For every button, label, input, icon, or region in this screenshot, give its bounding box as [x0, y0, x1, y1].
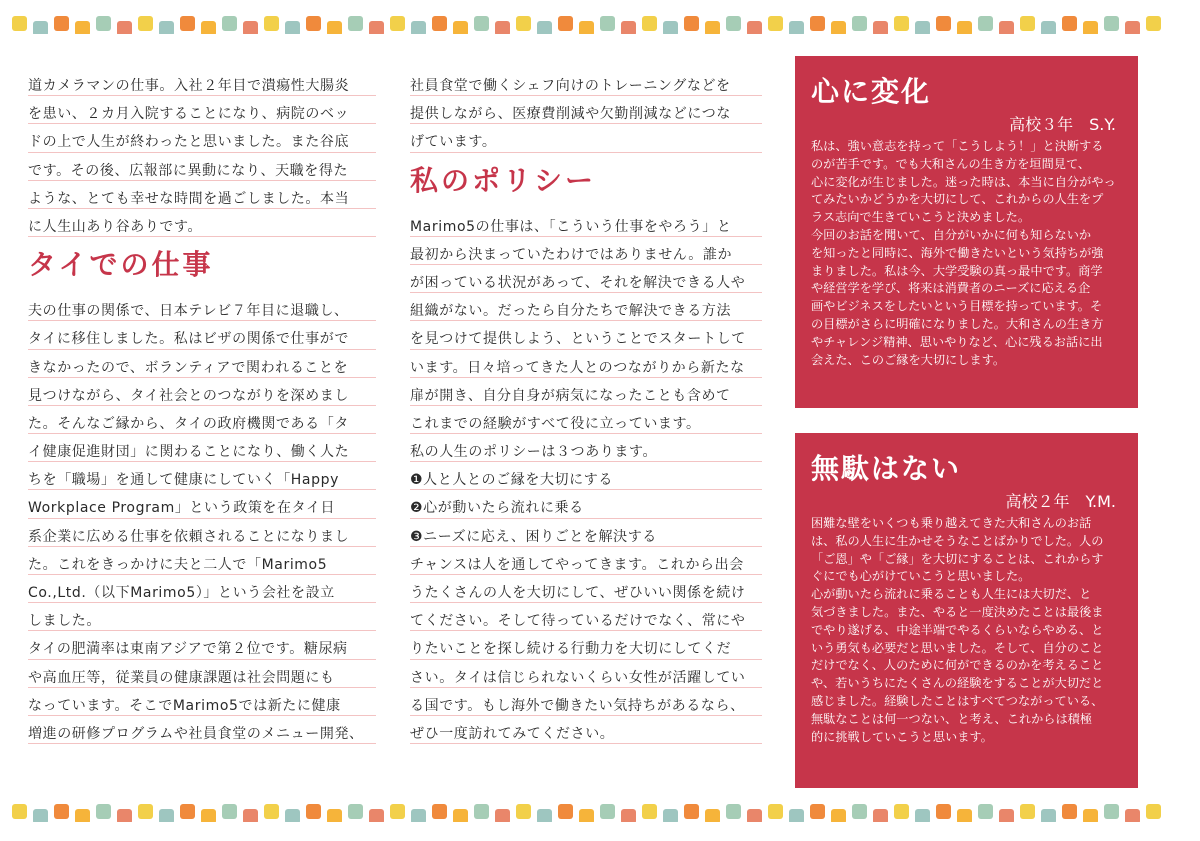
decorative-border-top — [12, 12, 1188, 34]
text-column-left — [28, 68, 376, 744]
text-line: 系企業に広める仕事を依頼されることになりまし — [28, 519, 376, 547]
border-tile — [789, 21, 804, 35]
border-tile — [957, 21, 972, 35]
student-comment-box-1 — [795, 56, 1138, 408]
comment-author: 高校２年 Y.M. — [1005, 492, 1116, 511]
border-tile — [516, 16, 531, 31]
text-line: 組織がない。だったら自分たちで解決できる方法 — [410, 293, 762, 321]
border-tile — [75, 809, 90, 823]
border-tile — [705, 809, 720, 823]
comment-title: 心に変化 — [811, 75, 932, 108]
decorative-border-bottom — [12, 800, 1188, 822]
border-tile — [957, 809, 972, 823]
text-line: 増進の研修プログラムや社員食堂のメニュー開発、 — [28, 716, 376, 744]
student-comment-box-2 — [795, 433, 1138, 788]
comment-body — [811, 515, 1129, 746]
comment-line: まりました。私は今、大学受験の真っ最中です。商学 — [811, 263, 1103, 278]
border-tile — [201, 809, 216, 823]
border-tile — [327, 21, 342, 35]
border-tile — [600, 16, 615, 31]
border-tile — [474, 804, 489, 819]
border-tile — [33, 809, 48, 823]
border-tile — [663, 21, 678, 35]
border-tile — [831, 21, 846, 35]
border-tile — [999, 809, 1014, 823]
border-tile — [579, 21, 594, 35]
text-line: 見つけながら、タイ社会とのつながりを深めまし — [28, 378, 376, 406]
comment-line: のが苦手です。でも大和さんの生き方を垣間見て、 — [811, 156, 1091, 171]
border-tile — [12, 804, 27, 819]
border-tile — [495, 21, 510, 35]
paragraph-policy — [410, 209, 762, 745]
text-line: ドの上で人生が終わったと思いました。また谷底 — [28, 124, 376, 152]
border-tile — [558, 16, 573, 31]
text-line: を患い、２カ月入院することになり、病院のベッ — [28, 96, 376, 124]
border-tile — [873, 809, 888, 823]
border-tile — [369, 21, 384, 35]
border-tile — [285, 809, 300, 823]
text-line: います。日々培ってきた人とのつながりから新たな — [410, 350, 762, 378]
border-tile — [432, 804, 447, 819]
border-tile — [75, 21, 90, 35]
text-column-middle — [410, 68, 762, 744]
text-line: チャンスは人を通してやってきます。これから出会 — [410, 547, 762, 575]
border-tile — [873, 21, 888, 35]
border-tile — [243, 21, 258, 35]
border-tile — [642, 804, 657, 819]
text-line: 社員食堂で働くシェフ向けのトレーニングなどを — [410, 68, 762, 96]
border-tile — [495, 809, 510, 823]
border-tile — [1125, 809, 1140, 823]
comment-line: 今回のお話を聞いて、自分がいかに何も知らないか — [811, 227, 1092, 242]
border-tile — [747, 21, 762, 35]
border-tile — [768, 804, 783, 819]
text-line: さい。タイは信じられないくらい女性が活躍してい — [410, 660, 762, 688]
border-tile — [180, 804, 195, 819]
border-tile — [474, 16, 489, 31]
border-tile — [138, 804, 153, 819]
border-tile — [810, 16, 825, 31]
border-tile — [936, 804, 951, 819]
border-tile — [222, 16, 237, 31]
border-tile — [54, 16, 69, 31]
comment-line: だけでなく、人のために何ができるのかを考えること — [811, 658, 1104, 673]
border-tile — [1041, 21, 1056, 35]
border-tile — [327, 809, 342, 823]
text-line: 最初から決まっていたわけではありません。誰か — [410, 237, 762, 265]
border-tile — [1146, 16, 1161, 31]
comment-line: や、若いうちにたくさんの経験をすることが大切だと — [811, 676, 1104, 691]
border-tile — [159, 21, 174, 35]
text-line: イ健康促進財団」に関わることになり、働く人た — [28, 434, 376, 462]
border-tile — [705, 21, 720, 35]
border-tile — [33, 21, 48, 35]
border-tile — [264, 16, 279, 31]
text-line: 道カメラマンの仕事。入社２年目で潰瘍性大腸炎 — [28, 68, 376, 96]
text-line: Co.,Ltd.（以下Marimo5）」という会社を設立 — [28, 575, 376, 603]
comment-title: 無駄はない — [811, 452, 962, 485]
text-line: Marimo5の仕事は、「こういう仕事をやろう」と — [410, 209, 762, 237]
text-line: 提供しながら、医療費削減や欠勤削減などにつな — [410, 96, 762, 124]
border-tile — [663, 809, 678, 823]
border-tile — [96, 16, 111, 31]
border-tile — [537, 21, 552, 35]
border-tile — [579, 809, 594, 823]
text-line: タイの肥満率は東南アジアで第２位です。糖尿病 — [28, 631, 376, 659]
border-tile — [789, 809, 804, 823]
text-line: た。これをきっかけに夫と二人で「Marimo5 — [28, 547, 376, 575]
border-tile — [894, 804, 909, 819]
border-tile — [1083, 21, 1098, 35]
text-line: を見つけて提供しよう、ということでスタートして — [410, 321, 762, 349]
border-tile — [852, 16, 867, 31]
border-tile — [432, 16, 447, 31]
comment-line: 感じました。経験したことはすべてつながっている、 — [811, 693, 1104, 708]
comment-line: やチャレンジ精神、思いやりなど、心に残るお話に出 — [811, 334, 1103, 349]
border-tile — [201, 21, 216, 35]
text-line: ぜひ一度訪れてみてください。 — [410, 716, 762, 744]
section-heading-work-in-thailand: タイでの仕事 — [28, 248, 214, 282]
border-tile — [1083, 809, 1098, 823]
text-line: げています。 — [410, 124, 762, 152]
text-line: た。そんなご縁から、タイの政府機関である「タ — [28, 406, 376, 434]
border-tile — [411, 809, 426, 823]
border-tile — [621, 809, 636, 823]
border-tile — [915, 809, 930, 823]
border-tile — [411, 21, 426, 35]
comment-line: を知ったと同時に、海外で働きたいという気持ちが強 — [811, 245, 1104, 260]
comment-line: の目標がさらに明確になりました。大和さんの生き方 — [811, 316, 1104, 331]
comment-body — [811, 138, 1129, 369]
border-tile — [726, 16, 741, 31]
border-tile — [453, 809, 468, 823]
border-tile — [978, 16, 993, 31]
comment-line: ラス志向で生きていこうと決めました。 — [811, 210, 1031, 225]
text-line: なっています。そこでMarimo5では新たに健康 — [28, 688, 376, 716]
border-tile — [684, 16, 699, 31]
comment-author: 高校３年 S.Y. — [1009, 115, 1116, 134]
border-tile — [243, 809, 258, 823]
border-tile — [390, 16, 405, 31]
border-tile — [1104, 16, 1119, 31]
border-tile — [516, 804, 531, 819]
border-tile — [936, 16, 951, 31]
border-tile — [222, 804, 237, 819]
text-line: これまでの経験がすべて役に立っています。 — [410, 406, 762, 434]
border-tile — [1125, 21, 1140, 35]
text-line: 私の人生のポリシーは３つあります。 — [410, 434, 762, 462]
border-tile — [117, 809, 132, 823]
comment-line: 画やビジネスをしたいという目標を持っています。そ — [811, 299, 1103, 314]
text-line: に人生山あり谷ありです。 — [28, 209, 376, 237]
text-line: りたいことを探し続ける行動力を大切にしてくだ — [410, 631, 762, 659]
comment-line: いう勇気も必要だと思いました。そして、自分のこと — [811, 640, 1104, 655]
border-tile — [285, 21, 300, 35]
border-tile — [138, 16, 153, 31]
text-line: ❸ニーズに応え、困りごとを解決する — [410, 519, 762, 547]
comment-line: 会えた、このご縁を大切にします。 — [811, 352, 1006, 367]
text-line: てください。そして待っているだけでなく、常にや — [410, 603, 762, 631]
paragraph-thailand-work — [28, 293, 376, 744]
comment-line: 気づきました。また、やると一度決めたことは最後ま — [811, 604, 1104, 619]
border-tile — [642, 16, 657, 31]
text-line: きなかったので、ボランティアで関われることを — [28, 350, 376, 378]
paragraph-career-intro — [28, 68, 376, 237]
text-line: 夫の仕事の関係で、日本テレビ７年目に退職し、 — [28, 293, 376, 321]
border-tile — [117, 21, 132, 35]
border-tile — [1020, 804, 1035, 819]
border-tile — [306, 16, 321, 31]
border-tile — [1104, 804, 1119, 819]
text-line: です。その後、広報部に異動になり、天職を得た — [28, 153, 376, 181]
text-line: ❷心が動いたら流れに乗る — [410, 490, 762, 518]
comment-line: ぐにでも心がけていこうと思いました。 — [811, 569, 1031, 584]
border-tile — [1062, 16, 1077, 31]
comment-line: 無駄なことは何一つない、と考え、これからは積極 — [811, 711, 1093, 726]
comment-line: 心が動いたら流れに乗ることも人生には大切だ、と — [811, 587, 1092, 602]
border-tile — [12, 16, 27, 31]
paragraph-marimo5-services — [410, 68, 762, 153]
border-tile — [369, 809, 384, 823]
border-tile — [348, 804, 363, 819]
border-tile — [264, 804, 279, 819]
text-line: Workplace Program」という政策を在タイ日 — [28, 490, 376, 518]
text-line: しました。 — [28, 603, 376, 631]
border-tile — [894, 16, 909, 31]
border-tile — [180, 16, 195, 31]
text-line: る国です。もし海外で働きたい気持ちがあるなら、 — [410, 688, 762, 716]
border-tile — [390, 804, 405, 819]
border-tile — [54, 804, 69, 819]
border-tile — [768, 16, 783, 31]
text-line: ちを「職場」を通して健康にしていく「Happy — [28, 462, 376, 490]
comment-line: 私は、強い意志を持って「こうしよう！」と決断する — [811, 139, 1104, 153]
border-tile — [747, 809, 762, 823]
comment-line: や経営学を学び、将来は消費者のニーズに応える企 — [811, 281, 1091, 296]
border-tile — [726, 804, 741, 819]
border-tile — [810, 804, 825, 819]
border-tile — [306, 804, 321, 819]
text-line: 扉が開き、自分自身が病気になったことも含めて — [410, 378, 762, 406]
border-tile — [999, 21, 1014, 35]
text-line: や高血圧等，従業員の健康課題は社会問題にも — [28, 660, 376, 688]
border-tile — [1062, 804, 1077, 819]
border-tile — [621, 21, 636, 35]
comment-line: 「ご恩」や「ご縁」を大切にすることは、これからす — [811, 551, 1104, 566]
border-tile — [1020, 16, 1035, 31]
border-tile — [558, 804, 573, 819]
border-tile — [600, 804, 615, 819]
border-tile — [831, 809, 846, 823]
text-line: が困っている状況があって、それを解決できる人や — [410, 265, 762, 293]
comment-line: 心に変化が生じました。迷った時は、本当に自分がやっ — [811, 174, 1116, 189]
text-line: ような、とても幸せな時間を過ごしました。本当 — [28, 181, 376, 209]
border-tile — [852, 804, 867, 819]
border-tile — [1146, 804, 1161, 819]
comment-line: 的に挑戦していこうと思います。 — [811, 729, 993, 744]
comment-line: てみたいかどうかを大切にして、これからの人生をプ — [811, 192, 1104, 207]
border-tile — [96, 804, 111, 819]
border-tile — [1041, 809, 1056, 823]
border-tile — [537, 809, 552, 823]
border-tile — [453, 21, 468, 35]
section-heading-my-policy: 私のポリシー — [410, 163, 597, 197]
text-line: うたくさんの人を大切にして、ぜひいい関係を続け — [410, 575, 762, 603]
border-tile — [978, 804, 993, 819]
comment-line: 困難な壁をいくつも乗り越えてきた大和さんのお話 — [811, 516, 1092, 530]
text-line: タイに移住しました。私はビザの関係で仕事がで — [28, 321, 376, 349]
text-line: ❶人と人とのご縁を大切にする — [410, 462, 762, 490]
comment-line: は、私の人生に生かせそうなことばかりでした。人の — [811, 533, 1104, 548]
border-tile — [684, 804, 699, 819]
comment-line: でやり遂げる、中途半端でやるくらいならやめる、と — [811, 622, 1104, 637]
border-tile — [348, 16, 363, 31]
border-tile — [159, 809, 174, 823]
border-tile — [915, 21, 930, 35]
